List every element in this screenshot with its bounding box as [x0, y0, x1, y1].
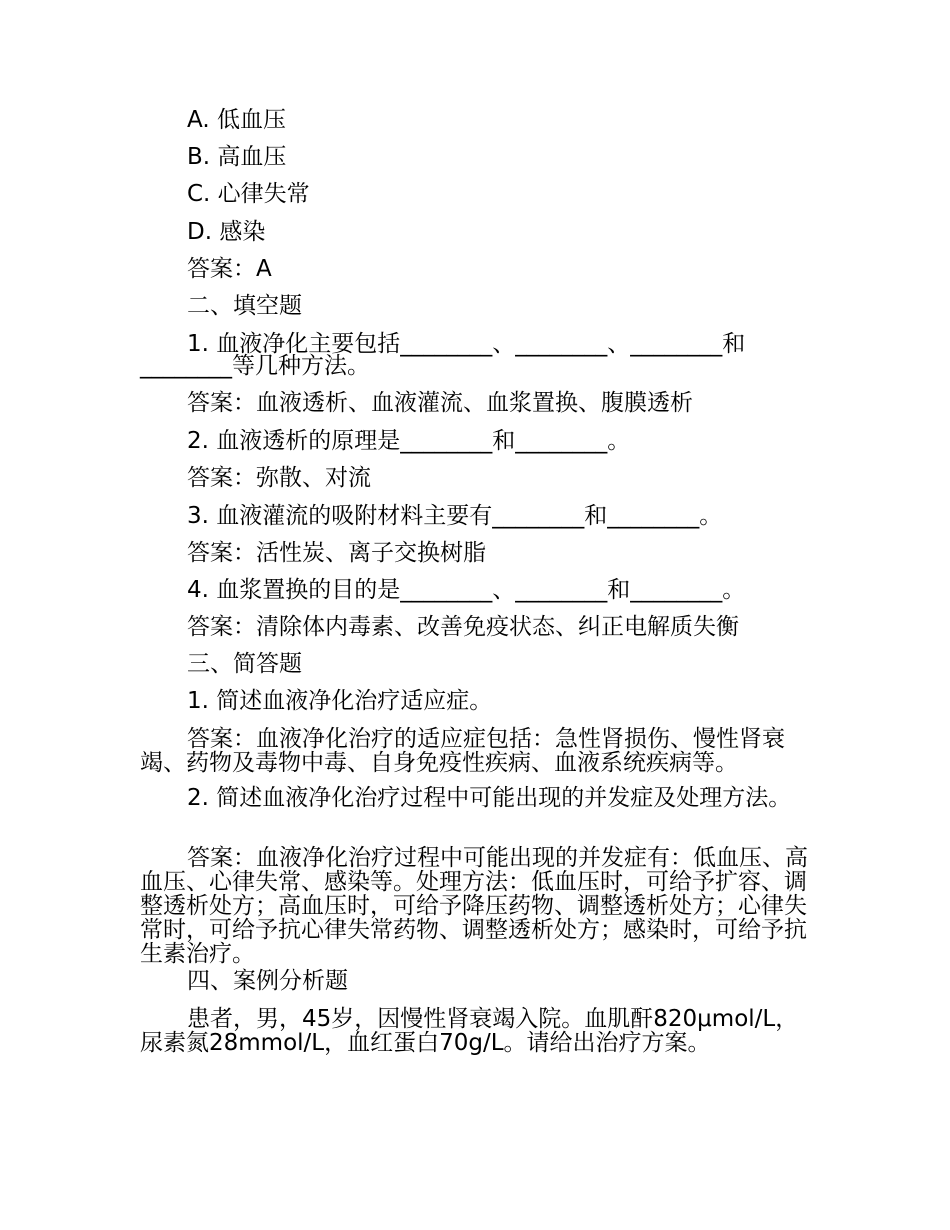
- option-a: A. 低血压: [187, 107, 286, 133]
- short-question-1: 1. 简述血液净化治疗适应症。: [187, 688, 493, 714]
- short-answer-2: 答案：血液净化治疗过程中可能出现的并发症有：低血压、高血压、心律失常、感染等。处理方法：低血压时，可给予扩容、调整透析处方；高血压时，可给予降压药物、调整透析处方；心律失常时，可给予抗心律失常药物、调整透析处方；感染时，可给予抗生素治疗。: [140, 845, 808, 967]
- option-c: C. 心律失常: [187, 181, 310, 207]
- section-heading-case-analysis: 四、案例分析题: [187, 968, 348, 994]
- fill-question-3: 3. 血液灌流的吸附材料主要有________和________。: [187, 503, 723, 529]
- option-d: D. 感染: [187, 219, 266, 245]
- section-heading-short-answer: 三、简答题: [187, 651, 302, 677]
- short-answer-1: 答案：血液净化治疗的适应症包括：急性肾损伤、慢性肾衰竭、药物及毒物中毒、自身免疫性疾病、血液系统疾病等。: [140, 726, 785, 776]
- case-description: 患者，男，45岁，因慢性肾衰竭入院。血肌酐820μmol/L，尿素氮28mmol/L，血红蛋白70g/L。请给出治疗方案。: [140, 1006, 799, 1056]
- fill-answer-4: 答案：清除体内毒素、改善免疫状态、纠正电解质失衡: [187, 614, 739, 640]
- fill-answer-3: 答案：活性炭、离子交换树脂: [187, 540, 486, 566]
- fill-question-2: 2. 血液透析的原理是________和________。: [187, 428, 631, 454]
- section-heading-fill-in: 二、填空题: [187, 293, 302, 319]
- option-b: B. 高血压: [187, 144, 287, 170]
- fill-answer-2: 答案：弥散、对流: [187, 465, 371, 491]
- fill-question-4: 4. 血浆置换的目的是________、________和________。: [187, 577, 746, 603]
- answer-mc: 答案：A: [187, 256, 272, 282]
- fill-question-1-line2: ________等几种方法。: [140, 353, 370, 379]
- short-question-2: 2. 简述血液净化治疗过程中可能出现的并发症及处理方法。: [187, 785, 792, 811]
- fill-answer-1: 答案：血液透析、血液灌流、血浆置换、腹膜透析: [187, 390, 693, 416]
- fill-question-1-line1: 1. 血液净化主要包括________、________、________和: [187, 331, 746, 357]
